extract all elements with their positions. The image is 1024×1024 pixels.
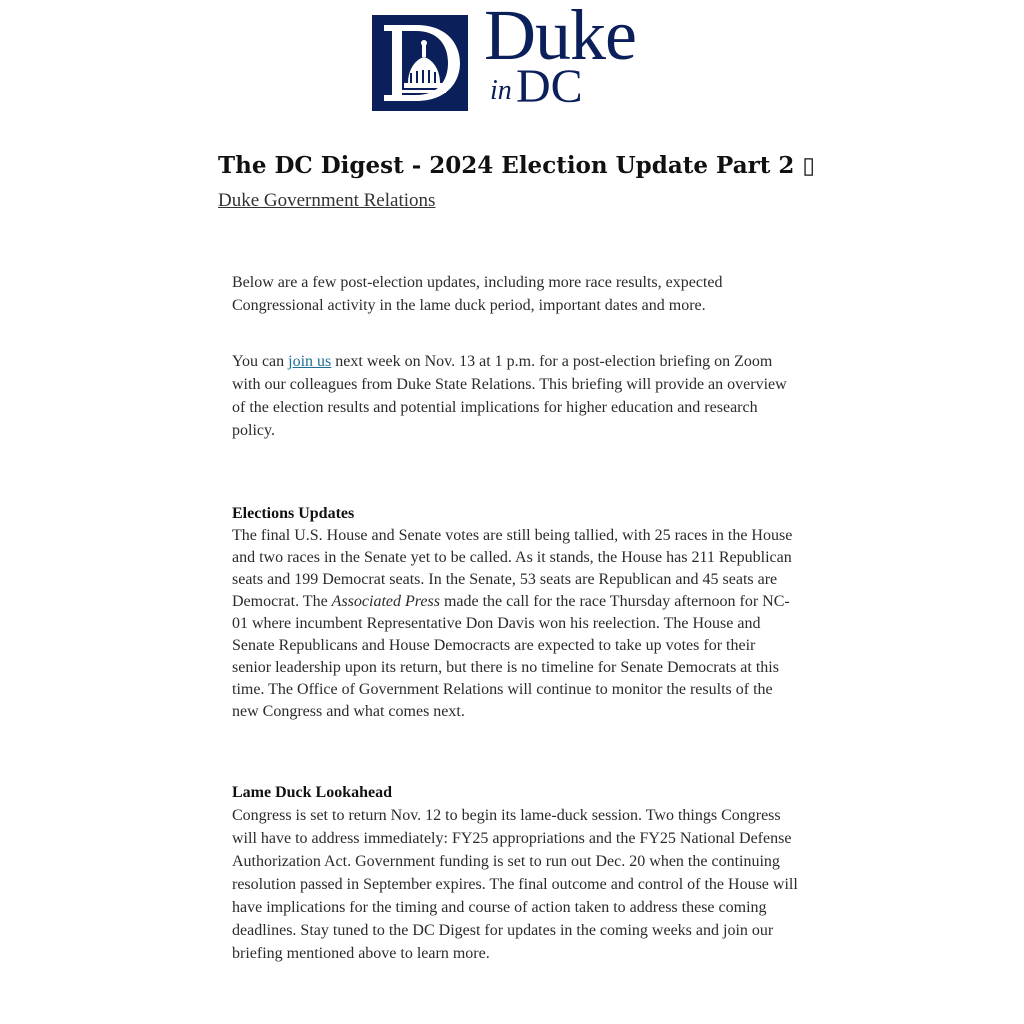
associated-press-text: Associated Press — [331, 593, 440, 610]
elections-body-part2: made the call for the race Thursday afternoon for NC-01 where incumbent Representative Don Davis won his reelection. The House and Senate Republicans and House Democracts are expected to take up votes for their senior leadership upon its return, but there is no timeline for Senate Democrats at this time. The Office of Government Relations will continue to monitor the results of the new Congress and what comes next. — [232, 593, 790, 720]
join-suffix-text: next week on Nov. 13 at 1 p.m. for a post-election briefing on Zoom with our colleagues from Duke State Relations. This briefing will provide an overview of the election results and potential implications for higher education and research policy. — [232, 353, 787, 439]
intro-paragraph: Below are a few post-election updates, including more race results, expected Congressional activity in the lame duck period, important dates and more. — [232, 274, 723, 314]
join-prefix-text: You can — [232, 353, 289, 370]
join-paragraph — [232, 350, 798, 442]
elections-updates-heading: Elections Updates — [232, 505, 355, 522]
duke-in-dc-logo — [372, 0, 654, 113]
logo-text-duke: Duke — [484, 0, 636, 75]
elections-updates-section — [232, 502, 798, 723]
article-title: The DC Digest - 2024 Election Update Part 2 ▯ — [218, 152, 816, 179]
article-body — [232, 271, 798, 965]
elections-updates-body — [232, 525, 798, 723]
capitol-dome-logo-mark — [372, 15, 468, 111]
capitol-dome-icon — [372, 15, 468, 111]
byline-link[interactable]: Duke Government Relations — [218, 190, 436, 211]
lame-duck-body: Congress is set to return Nov. 12 to begin its lame-duck session. Two things Congress will have to address immediately: FY25 appropriations and the FY25 National Defense Authorization Act. Government funding is set to run out Dec. 20 when the continuing resolution passed in September expires. The final outcome and control of the House will have implications for the timing and course of action taken to address these coming deadlines. Stay tuned to the DC Digest for updates in the coming weeks and join our briefing mentioned above to learn more. — [232, 807, 798, 962]
lame-duck-section — [232, 781, 798, 965]
join-us-link[interactable]: join us — [288, 353, 332, 370]
logo-text-dc: DC — [516, 60, 583, 113]
logo-text-in: in — [490, 75, 512, 106]
elections-body-part1: The final U.S. House and Senate votes are still being tallied, with 25 races in the House and two races in the Senate yet to be called. As it stands, the House has 211 Republican seats and 199 Democrat seats. In the Senate, 53 seats are Republican and 45 seats are Democrat. The — [232, 527, 793, 610]
lame-duck-heading: Lame Duck Lookahead — [232, 784, 393, 801]
